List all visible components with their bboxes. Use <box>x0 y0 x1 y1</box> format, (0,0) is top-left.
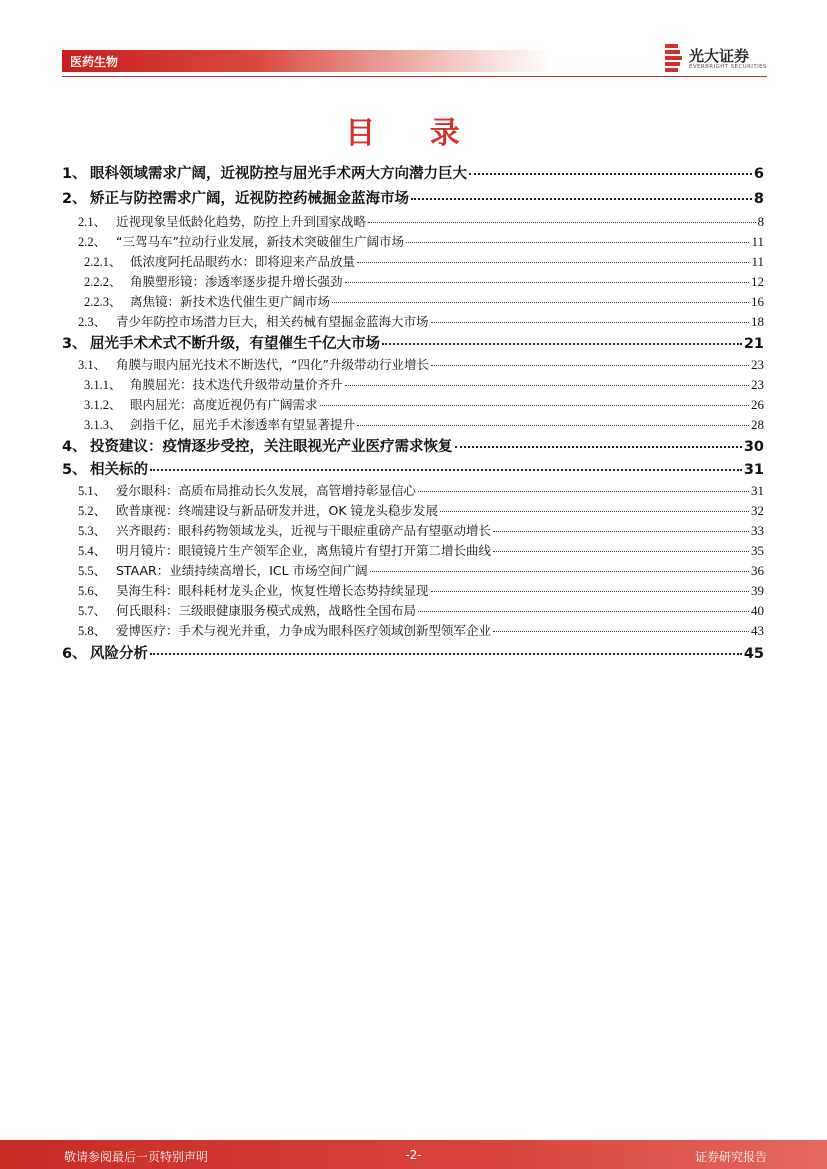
toc-leader-dots <box>440 510 749 512</box>
toc-entry-number: 2.1、 <box>78 215 107 229</box>
toc-entry-title: 爱博医疗：手术与视光并重，力争成为眼科医疗领域创新型领军企业 <box>116 623 492 638</box>
toc-entry-title: 青少年防控市场潜力巨大，相关药械有望掘金蓝海大市场 <box>116 314 429 329</box>
toc-leader-dots <box>382 342 742 345</box>
toc-entry-number: 5.8、 <box>78 624 107 638</box>
toc-entry-number: 2.2.3、 <box>84 295 122 309</box>
toc-entry-title: 兴齐眼药：眼科药物领域龙头，近视与干眼症重磅产品有望驱动增长 <box>116 523 492 538</box>
toc-leader-dots <box>368 221 755 223</box>
toc-entry-title: 角膜与眼内屈光技术不断迭代，“四化”升级带动行业增长 <box>116 357 429 372</box>
toc-entry-number: 4、 <box>62 439 87 455</box>
toc-entry-number: 3.1.3、 <box>84 418 122 432</box>
toc-entry-page: 12 <box>751 274 764 289</box>
toc-entry-number: 5.5、 <box>78 564 107 578</box>
toc-entry[interactable] <box>62 501 764 519</box>
toc-entry[interactable] <box>62 521 764 539</box>
footer-disclaimer: 敬请参阅最后一页特别声明 <box>64 1150 209 1164</box>
toc-leader-dots <box>411 197 752 200</box>
toc-entry-page: 30 <box>743 439 764 455</box>
toc-entry[interactable] <box>62 187 764 208</box>
toc-entry-page: 32 <box>751 503 764 518</box>
toc-entry-title: 昊海生科：眼科耗材龙头企业，恢复性增长态势持续显现 <box>116 583 429 598</box>
toc-entry-title: 屈光手术术式不断升级，有望催生千亿大市场 <box>90 336 380 352</box>
toc-entry-page: 40 <box>751 603 764 618</box>
toc-entry-page: 18 <box>751 314 764 329</box>
toc-entry-title: 角膜屈光：技术迭代升级带动量价齐升 <box>130 377 343 392</box>
everbright-logo-icon <box>663 44 683 72</box>
toc-entry[interactable] <box>62 621 764 639</box>
toc-entry[interactable] <box>62 395 764 413</box>
toc-entry-number: 5.1、 <box>78 484 107 498</box>
toc-entry[interactable] <box>62 541 764 559</box>
toc-entry-title: 离焦镜：新技术迭代催生更广阔市场 <box>130 294 331 309</box>
toc-entry-title: STAAR：业绩持续高增长，ICL 市场空间广阔 <box>116 563 368 578</box>
toc-entry-number: 3.1.2、 <box>84 398 122 412</box>
logo-text-en: EVERBRIGHT SECURITIES <box>689 64 767 70</box>
toc-entry-title: “三驾马车”拉动行业发展，新技术突破催生广阔市场 <box>116 234 404 249</box>
toc-entry-number: 2.2.2、 <box>84 275 122 289</box>
toc-entry-page: 16 <box>751 294 764 309</box>
toc-entry-number: 5、 <box>62 462 87 478</box>
toc-entry-page: 26 <box>751 397 764 412</box>
toc-entry-number: 2.3、 <box>78 315 107 329</box>
toc-entry-number: 2.2、 <box>78 235 107 249</box>
toc-entry-page: 23 <box>751 357 764 372</box>
toc-entry-page: 35 <box>751 543 764 558</box>
toc-entry-title: 何氏眼科：三级眼健康服务模式成熟，战略性全国布局 <box>116 603 417 618</box>
toc-entry[interactable] <box>62 292 764 310</box>
toc-entry[interactable] <box>62 212 764 230</box>
toc-entry-page: 11 <box>751 234 764 249</box>
section-tag <box>62 50 552 72</box>
toc-entry-title: 投资建议：疫情逐步受控，关注眼视光产业医疗需求恢复 <box>90 439 453 455</box>
toc-entry-title: 相关标的 <box>90 462 148 478</box>
toc-entry-page: 11 <box>751 254 764 269</box>
toc-leader-dots <box>320 404 749 406</box>
toc-leader-dots <box>418 490 749 492</box>
toc-entry-page: 8 <box>757 214 764 229</box>
toc-entry-number: 6、 <box>62 646 87 662</box>
toc-leader-dots <box>493 530 749 532</box>
toc-entry-title: 风险分析 <box>90 646 148 662</box>
toc-entry-number: 5.2、 <box>78 504 107 518</box>
toc-entry[interactable] <box>62 458 764 479</box>
footer-bar <box>0 1140 827 1169</box>
toc-entry-page: 39 <box>751 583 764 598</box>
toc-leader-dots <box>150 468 742 471</box>
toc-entry-page: 31 <box>751 483 764 498</box>
toc-entry-title: 近视现象呈低龄化趋势，防控上升到国家战略 <box>116 214 367 229</box>
toc-entry-title: 爱尔眼科：高质布局推动长久发展，高管增持彰显信心 <box>116 483 417 498</box>
toc-leader-dots <box>469 172 752 175</box>
toc-entry[interactable] <box>62 481 764 499</box>
section-tag-label: 医药生物 <box>70 55 119 69</box>
toc-entry-page: 33 <box>751 523 764 538</box>
toc-entry-number: 5.3、 <box>78 524 107 538</box>
toc-entry-title: 欧普康视：终端建设与新品研发并进，OK 镜龙头稳步发展 <box>116 503 439 518</box>
toc-entry-number: 3.1、 <box>78 358 107 372</box>
toc-entry-number: 3、 <box>62 336 87 352</box>
page-number: -2- <box>405 1148 422 1162</box>
toc-leader-dots <box>493 630 749 632</box>
toc-entry-number: 5.6、 <box>78 584 107 598</box>
toc-entry[interactable] <box>62 435 764 456</box>
toc-leader-dots <box>431 321 749 323</box>
toc-leader-dots <box>418 610 749 612</box>
toc-leader-dots <box>431 590 749 592</box>
toc-leader-dots <box>357 261 749 263</box>
toc-entry[interactable] <box>62 332 764 353</box>
toc-entry-title: 矫正与防控需求广阔，近视防控药械掘金蓝海市场 <box>90 191 409 207</box>
toc-leader-dots <box>357 424 749 426</box>
toc-entry[interactable] <box>62 601 764 619</box>
toc-entry-title: 明月镜片：眼镜镜片生产领军企业，离焦镜片有望打开第二增长曲线 <box>116 543 492 558</box>
toc-leader-dots <box>406 241 750 243</box>
toc-entry[interactable] <box>62 415 764 433</box>
toc-leader-dots <box>150 652 742 655</box>
toc-leader-dots <box>493 550 749 552</box>
toc-entry-page: 23 <box>751 377 764 392</box>
toc-entry-page: 31 <box>743 462 764 478</box>
toc-entry-title: 眼内屈光：高度近视仍有广阔需求 <box>130 397 318 412</box>
logo-text-cn: 光大证券 <box>689 47 750 65</box>
toc-entry-number: 5.4、 <box>78 544 107 558</box>
toc-entry-page: 28 <box>751 417 764 432</box>
toc-entry-page: 6 <box>753 166 764 182</box>
toc-entry-page: 43 <box>751 623 764 638</box>
toc-entry-number: 1、 <box>62 166 87 182</box>
toc-entry[interactable] <box>62 252 764 270</box>
toc-leader-dots <box>332 301 749 303</box>
toc-entry[interactable] <box>62 642 764 663</box>
footer-report-type: 证券研究报告 <box>694 1150 767 1164</box>
toc-leader-dots <box>345 384 749 386</box>
toc-entry[interactable] <box>62 561 764 579</box>
toc-entry-number: 2.2.1、 <box>84 255 122 269</box>
toc-entry-number: 3.1.1、 <box>84 378 122 392</box>
toc-leader-dots <box>370 570 749 572</box>
toc-entry-page: 45 <box>743 646 764 662</box>
toc-leader-dots <box>431 364 749 366</box>
toc-entry[interactable] <box>62 581 764 599</box>
toc-entry-title: 低浓度阿托品眼药水：即将迎来产品放量 <box>130 254 356 269</box>
toc-leader-dots <box>345 281 749 283</box>
toc-leader-dots <box>455 445 742 448</box>
toc-entry-page: 21 <box>743 336 764 352</box>
toc-entry[interactable] <box>62 272 764 290</box>
toc-entry-title: 眼科领域需求广阔，近视防控与屈光手术两大方向潜力巨大 <box>90 166 467 182</box>
header-divider <box>62 76 767 77</box>
toc-entry-title: 剑指千亿，屈光手术渗透率有望显著提升 <box>130 417 356 432</box>
company-logo <box>663 44 773 74</box>
toc-title: 目 录 <box>345 116 482 151</box>
toc-entry-page: 8 <box>753 191 764 207</box>
toc-entry[interactable] <box>62 162 764 183</box>
toc-entry[interactable] <box>62 232 764 250</box>
toc-entry[interactable] <box>62 355 764 373</box>
toc-entry[interactable] <box>62 312 764 330</box>
toc-entry-title: 角膜塑形镜：渗透率逐步提升增长强劲 <box>130 274 343 289</box>
toc-entry[interactable] <box>62 375 764 393</box>
toc-entry-number: 5.7、 <box>78 604 107 618</box>
toc-entry-page: 36 <box>751 563 764 578</box>
toc-entry-number: 2、 <box>62 191 87 207</box>
